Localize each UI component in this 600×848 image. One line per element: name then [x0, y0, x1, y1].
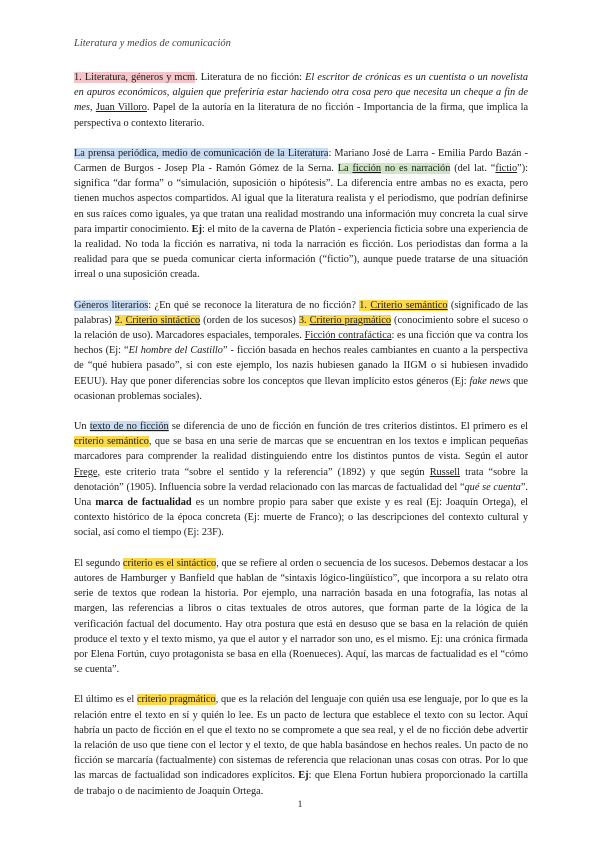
highlighted-phrase: criterio pragmático: [136, 694, 216, 706]
text-run: : ¿En qué se reconoce la literatura de no ficción?: [148, 299, 360, 311]
text-run: , que se basa en una serie de marcas que se encuentran en los textos e implican pequeñas marcadores para comprender la realidad distinguiendo entre los distintos puntos de vista. Según el autor: [74, 436, 528, 463]
underlined-term: Criterio sintáctico: [125, 314, 201, 326]
text-run: ”. Una: [74, 481, 528, 509]
list-number: 1.: [359, 299, 371, 311]
quote-italic: El escritor de crónicas es un cuentista o un novelista en apuros económicos, alguien que preferiría estar haciendo otra cosa pero que necesita un cheque a fin de mes: [74, 72, 529, 114]
text-run: La: [337, 163, 353, 175]
highlighted-phrase: texto de no ficción: [89, 421, 169, 433]
text-run: que ocasionan problemas sociales).: [74, 375, 528, 402]
text-run: ,: [90, 102, 96, 114]
text-run: , este criterio trata “sobre el sentido y la referencia” (1892) y que según: [97, 466, 430, 478]
highlighted-phrase: [299, 315, 391, 326]
text-run: (orden de los sucesos): [200, 314, 299, 326]
author-name: Russell: [429, 466, 461, 478]
text-run: : que Elena Fortun hubiera proporcionado la cartilla de trabajo o de nacimiento de Joaquín Ortega.: [74, 770, 528, 797]
underlined-term: Criterio semántico: [370, 299, 448, 311]
underlined-term: Criterio pragmático: [309, 314, 391, 326]
text-run: : Mariano José de Larra - Emilia Pardo Bazán - Carmen de Burgos - Josep Pla - Ramón Gómez de la Serna.: [74, 147, 528, 175]
highlighted-phrase: [359, 300, 447, 311]
text-run: : es una ficción que va contra los hechos (Ej: “: [74, 330, 528, 357]
underlined-term: ficción: [352, 163, 382, 175]
bold-term: Ej: [191, 223, 202, 235]
highlighted-phrase: Géneros literarios: [74, 299, 149, 311]
underlined-term: fictio: [495, 163, 518, 175]
italic-term: qué se cuenta: [464, 481, 521, 493]
paragraph-prensa-periodica: [74, 146, 528, 283]
text-run: , que se refiere al orden o secuencia de los sucesos. Debemos destacar a los autores de Hamburger y Banfield que hablan de “sintaxis lógico-lingüístico”, que incorpora a su relato otra serie de textos que rodean la historia. Por ejemplo, una narración basada en una fotografía, las notas al margen, las referencias a libros o citas textuales de otros autores, que forman parte de la lógica de la verificación factual del documento. Hay otra postura que está en desuso que se basa en la relación de quién produce el texto y el texto mismo, ya que el autor y el narrador son uno, es el mismo. Ej: una crónica firmada por Elena Fortún, cuyo protagonista se basa en ella (Roenueces). Aquí, las marcas de factualidad es el “cómo se cuenta”.: [74, 557, 528, 676]
italic-title: El hombre del Castillo: [128, 345, 223, 357]
highlighted-phrase: [338, 163, 451, 174]
document-body: [74, 70, 528, 814]
highlighted-phrase: criterio es el sintáctico: [122, 557, 217, 569]
paragraph-literatura-no-ficcion: [74, 70, 528, 131]
text-run: : el mito de la caverna de Platón - experiencia ficticia sobre una experiencia de la realidad. No toda la ficción es narrativa, ni toda la narración es ficción. Los periodistas dan forma a la realidad para que se pueda comunicar cierta información (“fictio”), aunque puede tratarse de una situación irreal o una suposición creada.: [74, 223, 528, 281]
text-run: , que es la relación del lenguaje con quién usa ese lenguaje, por lo que es la relación entre el texto en sí y quién lo lee. Es un pacto de lectura que establece el texto con su lector. Aquí habría un pacto de ficción en el que el texto no se compromete a que sea real, y el de no ficción debe advertir la relación de uso que tiene con el lector y el texto, de que habla basándose en hechos reales. Un pacto de no ficción se marcaría (factualmente) con sistemas de referencia que relacionan unas cosas con otras. Por lo que las marcas de factualidad son indicadores explícitos.: [74, 694, 528, 782]
paragraph-generos-literarios: [74, 298, 528, 404]
italic-term: fake news: [469, 375, 511, 387]
author-name: Frege: [74, 466, 98, 478]
page-number: 1: [297, 800, 303, 810]
section-heading: 1. Literatura, géneros y mcm: [74, 72, 196, 83]
underlined-term: Ficción contrafáctica: [304, 330, 392, 342]
highlighted-phrase: criterio semántico: [74, 436, 149, 448]
paragraph-criterio-semantico: [74, 419, 528, 541]
text-run: Un: [74, 421, 90, 433]
author-name: Juan Villoro: [95, 102, 147, 114]
text-run: . Literatura de no ficción:: [195, 72, 306, 83]
text-run: ”): significa “dar forma” o “simulación, suposición o hipótesis”. La diferencia entre ambas no es exacta, pero tienen muchos aspectos compartidos. Al igual que la literatura realista y el periodismo, que podrían definirse en sus raíces como iguales, ya que tratan una realidad mostrando una información muy concreta la cual sirve para impartir conocimiento.: [74, 163, 528, 235]
highlighted-phrase: [115, 315, 200, 326]
highlighted-phrase: La prensa periódica, medio de comunicación de la Literatura: [74, 147, 329, 159]
text-run: trata “sobre la denotación” (1905). Influencia sobre la verdad relacionado con las marcas de factualidad del “: [74, 466, 528, 493]
bold-term: Ej: [298, 770, 309, 782]
text-run: (del lat. “: [450, 163, 496, 175]
text-run: . Papel de la autoría en la literatura de no ficción - Importancia de la firma, que implica la perspectiva o contexto literario.: [74, 102, 529, 129]
bold-term: marca de factualidad: [95, 497, 192, 509]
text-run: no es narración: [381, 163, 451, 175]
list-number: 3.: [298, 314, 310, 326]
running-header: Literatura y medios de comunicación: [74, 38, 231, 49]
text-run: (conocimiento sobre el suceso o la relación de uso). Marcadores espaciales, temporales.: [74, 314, 529, 342]
text-run: se diferencia de uno de ficción en función de tres criterios distintos. El primero es el: [168, 421, 528, 433]
list-number: 2.: [114, 314, 126, 326]
text-run: El último es el: [74, 694, 137, 706]
text-run: ” - ficción basada en hechos reales cambiantes en cuanto a la perspectiva de “qué hubiera pasado”, si con este ejemplo, los nazis hubiesen ganado la IIGM o si hubiesen invadido EEUU). Hay que poner diferencias sobre los conceptos que llevan implícito estos géneros (Ej:: [74, 345, 528, 387]
text-run: es un nombre propio para saber que existe y es real (Ej: Joaquín Ortega), el contexto histórico de la época concreta (Ej: muerte de Franco); o las descripciones del contexto cultural y social, así como el tiempo (Ej: 23F).: [74, 497, 528, 539]
paragraph-criterio-sintactico: [74, 556, 528, 678]
text-run: El segundo: [74, 557, 123, 569]
text-run: (significado de las palabras): [74, 299, 529, 326]
paragraph-criterio-pragmatico: [74, 692, 528, 798]
